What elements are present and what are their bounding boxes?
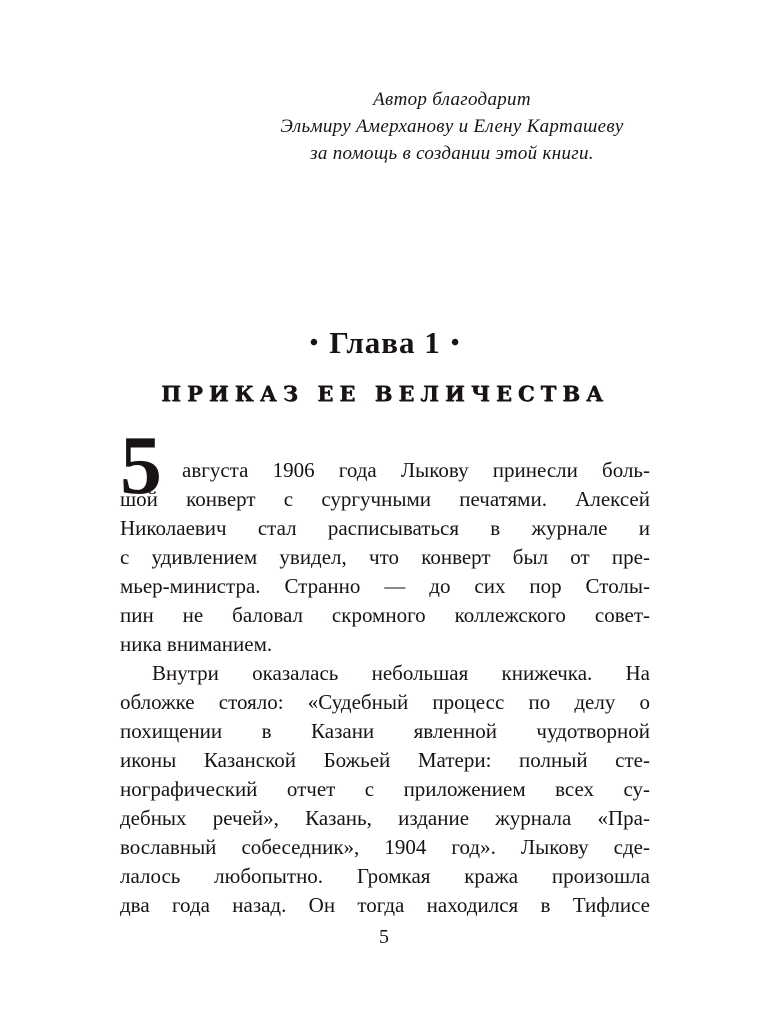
body-text bbox=[120, 419, 650, 920]
chapter-title bbox=[120, 325, 650, 361]
paragraph-2 bbox=[120, 659, 650, 920]
dedication-line: Эльмиру Амерханову и Елену Карташеву bbox=[280, 116, 624, 137]
body-line: Внутри оказалась небольшая книжечка. На bbox=[152, 661, 650, 685]
body-line: похищении в Казани явленной чудотворной bbox=[120, 719, 650, 743]
body-line: лалось любопытно. Громкая кража произошла bbox=[120, 864, 650, 888]
body-line: дебных речей», Казань, издание журнала «Пра- bbox=[120, 806, 650, 830]
bullet-icon: • bbox=[309, 330, 320, 356]
body-line: обложке стояло: «Судебный процесс по делу о bbox=[120, 690, 650, 714]
body-line: Николаевич стал расписываться в журнале и bbox=[120, 516, 650, 540]
body-line: августа 1906 года Лыкову принесли боль- bbox=[182, 458, 650, 482]
body-line: два года назад. Он тогда находился в Тифлисе bbox=[120, 893, 650, 917]
dedication-line: Автор благодарит bbox=[373, 89, 531, 110]
dedication-line: за помощь в создании этой книги. bbox=[310, 143, 594, 164]
body-line: шой конверт с сургучными печатями. Алексей bbox=[120, 487, 650, 511]
paragraph-1 bbox=[120, 419, 650, 659]
bullet-icon: • bbox=[450, 330, 461, 356]
body-line: вославный собеседник», 1904 год». Лыкову сде- bbox=[120, 835, 650, 859]
page-number: 5 bbox=[379, 926, 389, 948]
body-line: пин не баловал скромного коллежского совет- bbox=[120, 603, 650, 627]
drop-cap: 5 bbox=[120, 419, 162, 512]
chapter-subtitle: ПРИКАЗ ЕЕ ВЕЛИЧЕСТВА bbox=[161, 381, 609, 406]
body-line: с удивлением увидел, что конверт был от пре- bbox=[120, 545, 650, 569]
body-line: ника вниманием. bbox=[120, 632, 273, 656]
body-line: мьер-министра. Странно — до сих пор Столы- bbox=[120, 574, 650, 598]
body-line: иконы Казанской Божьей Матери: полный сте- bbox=[120, 748, 650, 772]
body-line: нографический отчет с приложением всех су- bbox=[120, 777, 650, 801]
chapter-title-text: Глава 1 bbox=[329, 325, 441, 360]
dedication bbox=[254, 86, 650, 167]
